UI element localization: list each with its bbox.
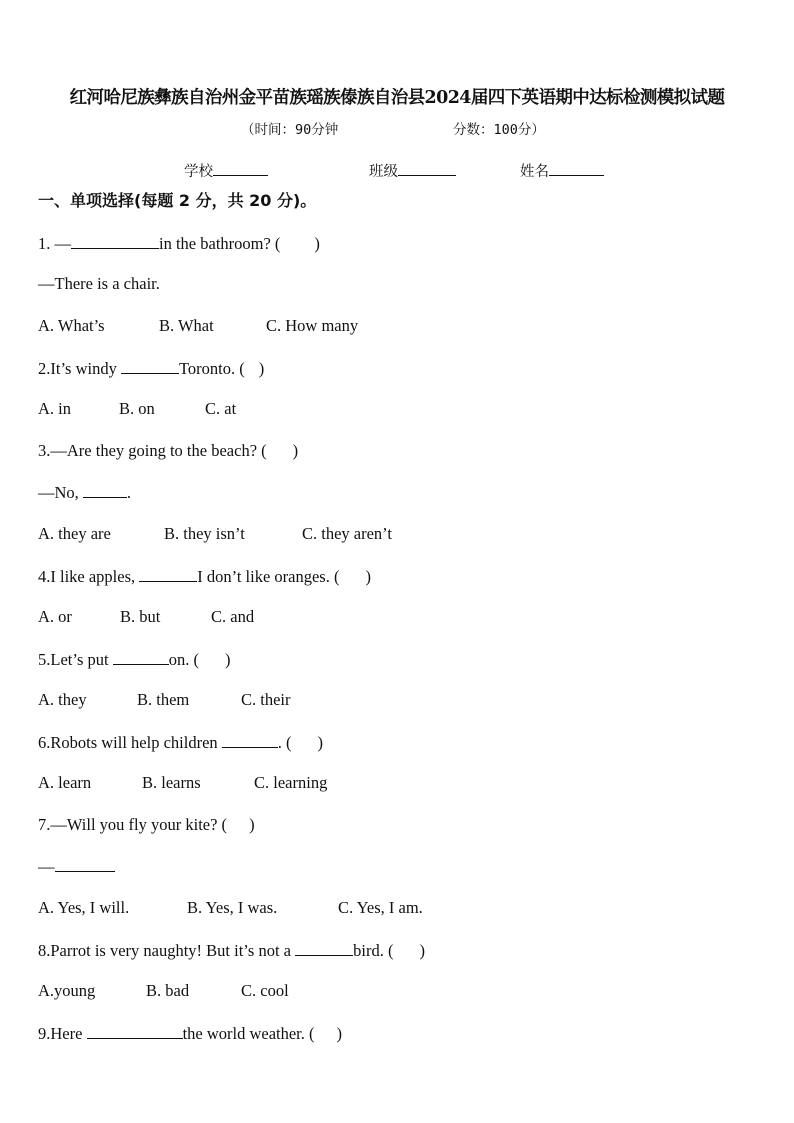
class-blank[interactable] <box>398 161 456 176</box>
answer-blank[interactable] <box>83 482 127 498</box>
question-1-option-c[interactable]: C. How many <box>266 316 359 335</box>
question-7-option-a[interactable]: A. Yes, I will. <box>38 898 130 917</box>
question-2: 2.It’s windy Toronto. ( ) <box>38 359 265 378</box>
question-5: 5.Let’s put on. ( ) <box>38 650 231 669</box>
question-3-option-b[interactable]: B. they isn’t <box>164 524 245 543</box>
question-7-answer: — <box>38 856 115 877</box>
question-2-option-c[interactable]: C. at <box>205 399 237 418</box>
answer-blank[interactable] <box>139 566 197 582</box>
question-5-option-a[interactable]: A. they <box>38 690 87 709</box>
answer-blank[interactable] <box>87 1023 183 1039</box>
question-4-option-b[interactable]: B. but <box>120 607 161 626</box>
question-1-answer: —There is a chair. <box>38 274 160 293</box>
question-8-option-c[interactable]: C. cool <box>241 981 289 1000</box>
name-label: 姓名 <box>520 164 549 180</box>
name-blank[interactable] <box>549 161 604 176</box>
question-1: 1. — in the bathroom? ( ) <box>38 234 320 253</box>
question-9: 9.Here the world weather. ( ) <box>38 1024 343 1043</box>
question-4-option-c[interactable]: C. and <box>211 607 255 626</box>
question-7-option-c[interactable]: C. Yes, I am. <box>338 898 423 917</box>
question-2-option-b[interactable]: B. on <box>119 399 155 418</box>
question-6-option-a[interactable]: A. learn <box>38 773 92 792</box>
question-3-answer: —No, . <box>38 483 132 502</box>
answer-blank[interactable] <box>121 358 179 374</box>
question-7: 7.—Will you fly your kite? ( ) <box>38 815 255 834</box>
question-6-option-b[interactable]: B. learns <box>142 773 201 792</box>
question-5-option-c[interactable]: C. their <box>241 690 291 709</box>
school-label: 学校 <box>184 164 213 180</box>
name-field <box>520 160 604 181</box>
section-heading: 一、单项选择(每题 2 分，共 20 分)。 <box>38 191 317 210</box>
answer-blank[interactable] <box>55 856 115 872</box>
exam-score: 分数：100分） <box>453 122 545 138</box>
question-4: 4.I like apples, I don’t like oranges. ( ) <box>38 567 371 586</box>
question-6: 6.Robots will help children . ( ) <box>38 733 324 752</box>
question-3-option-a[interactable]: A. they are <box>38 524 111 543</box>
question-3: 3.—Are they going to the beach? ( ) <box>38 441 299 460</box>
answer-blank[interactable] <box>222 732 278 748</box>
question-8-option-b[interactable]: B. bad <box>146 981 190 1000</box>
question-1-option-b[interactable]: B. What <box>159 316 214 335</box>
answer-blank[interactable] <box>71 233 159 249</box>
question-8: 8.Parrot is very naughty! But it’s not a bird. ( ) <box>38 941 425 960</box>
question-3-option-c[interactable]: C. they aren’t <box>302 524 392 543</box>
question-2-option-a[interactable]: A. in <box>38 399 71 418</box>
question-6-option-c[interactable]: C. learning <box>254 773 328 792</box>
school-field <box>184 160 268 181</box>
page-title: 红河哈尼族彝族自治州金平苗族瑶族傣族自治县2024届四下英语期中达标检测模拟试题 <box>69 88 725 108</box>
question-5-option-b[interactable]: B. them <box>137 690 190 709</box>
question-1-option-a[interactable]: A. What’s <box>38 316 105 335</box>
question-8-option-a[interactable]: A.young <box>38 981 96 1000</box>
answer-blank[interactable] <box>113 649 169 665</box>
exam-time: （时间：90分钟 <box>241 122 339 138</box>
question-7-option-b[interactable]: B. Yes, I was. <box>187 898 278 917</box>
question-4-option-a[interactable]: A. or <box>38 607 72 626</box>
class-field <box>369 160 456 181</box>
school-blank[interactable] <box>213 161 268 176</box>
class-label: 班级 <box>369 164 398 180</box>
answer-blank[interactable] <box>295 940 353 956</box>
